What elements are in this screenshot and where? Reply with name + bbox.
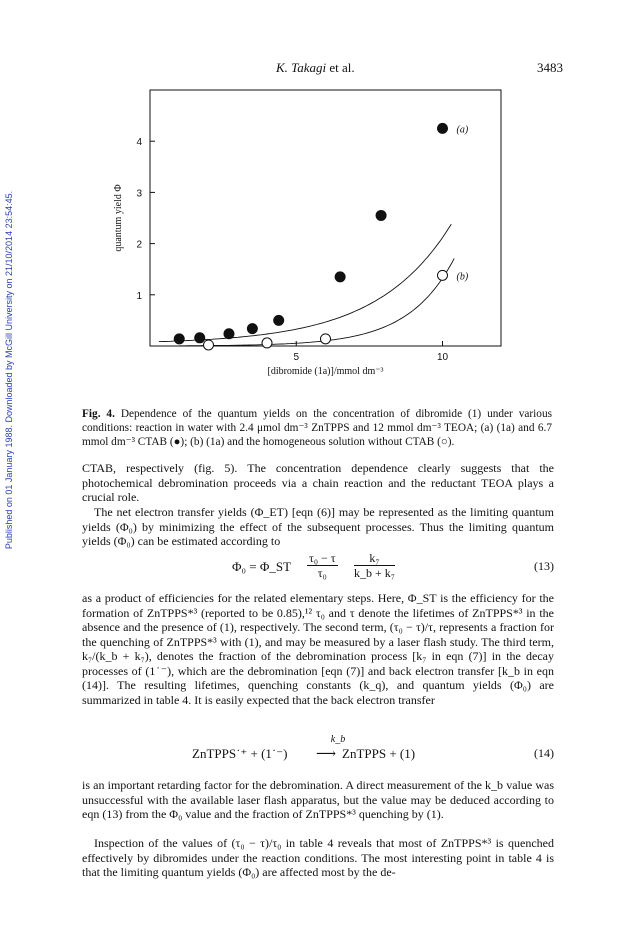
equation-13-fraction-1-numerator: τ₀ − τ [309, 551, 336, 565]
series-a-point [376, 210, 386, 220]
y-axis-label: quantum yield Φ [113, 184, 124, 252]
equation-14-number: (14) [534, 746, 554, 760]
running-head-suffix: et al. [326, 60, 355, 75]
x-axis-label: [dibromide (1a)]/mmol dm⁻³ [267, 366, 384, 377]
series-a-point [224, 329, 234, 339]
equation-14-rate-constant: k_b [330, 734, 346, 745]
equation-13-fraction-2-denominator: k_b + k₇ [354, 566, 395, 580]
equation-13-fraction-2 [354, 551, 395, 580]
series-a-point [174, 334, 184, 344]
running-head-author: K. Takagi [276, 60, 327, 75]
equation-13-fraction-1-denominator: τ₀ [317, 566, 327, 580]
series-label: (b) [456, 271, 469, 283]
paragraph-5: Inspection of the values of (τ₀ − τ)/τ₀ in table 4 reveals that most of ZnTPPS*³ is quenched effectively by dibromides under the reaction conditions. The most interesting point in table 4 is that the limiting quantum yields (Φ₀) are affected most by the de- [82, 836, 554, 879]
paragraph-2: The net electron transfer yields (Φ_ET) [eqn (6)] may be represented as the limiting quantum yields (Φ₀) by minimizing the effect of the subsequent processes. Thus the limiting quantum yields (Φ₀) can be estimated according to [82, 505, 554, 548]
x-tick-label: 5 [293, 352, 300, 363]
paragraph-3: as a product of efficiencies for the related elementary steps. Here, Φ_ST is the efficiency for the formation of ZnTPPS*³ (reported to be 0.85),¹² τ₀ and τ denote the lifetimes of ZnTPPS*³ in the absence and the presence of (1), respectively. The second term, (τ₀ − τ)/τ, represents a fraction for the quenching of ZnTPPS*³ with (1), and may be measured by a laser flash study. The third term, k₇/(k_b + k₇), denotes the fraction of the debromination process [k₇ in eqn (7)] in the decay processes of (1˙⁻), which are the debromination [eqn (7)] and back electron transfer [k_b in eqn (14)]. The resulting lifetimes, quenching constants (k_q), and quantum yields (Φ₀) are summarized in table 4. It is easily expected that the back electron transfer [82, 591, 554, 707]
y-tick-label: 2 [136, 239, 142, 251]
equation-14 [82, 734, 554, 774]
equation-13-number: (13) [534, 559, 554, 573]
series-b-point [438, 270, 448, 280]
figure-label: Fig. 4. [82, 408, 115, 420]
series-a-point [247, 324, 257, 334]
series-a-point [274, 315, 284, 325]
series-a-point [438, 123, 448, 133]
download-notice-sidebar [2, 110, 16, 630]
equation-13 [82, 549, 554, 589]
equation-13-fraction-2-numerator: k₇ [354, 551, 395, 566]
series-a-point [195, 333, 205, 343]
series-b-point [321, 334, 331, 344]
equation-14-arrow-icon: ⟶ [316, 747, 337, 762]
equation-13-lhs: Φ₀ = Φ_ST [232, 559, 292, 574]
paragraph-1: CTAB, respectively (fig. 5). The concentration dependence clearly suggests that the photochemical debromination proceeds via a chain reaction and the reductant TEOA plays a crucial role. [82, 461, 554, 504]
running-head [276, 60, 355, 76]
y-tick-label: 4 [136, 137, 142, 149]
series-b-point [262, 338, 272, 348]
quantum-yield-chart [105, 84, 505, 404]
series-b-fit-curve [179, 258, 454, 345]
series-a-fit-curve [159, 224, 452, 341]
series-b-point [204, 340, 214, 350]
plot-frame [150, 90, 501, 346]
figure-caption-text: Dependence of the quantum yields on the concentration of dibromide (1) under various conditions: reaction in water with 2.4 μmol dm⁻³ ZnTPPS and 12 mmol dm⁻³ TEOA; (a) (1a) and 6.7 mmol dm⁻³ CTAB (●); (b) (1a) and the homogeneous solution without CTAB (○). [82, 408, 552, 448]
equation-14-right: ZnTPPS + (1) [342, 746, 416, 761]
equation-13-fraction-1 [307, 551, 338, 580]
series-label: (a) [456, 124, 469, 136]
y-tick-label: 1 [136, 290, 142, 302]
download-notice-text: Published on 01 January 1988. Downloaded by McGill University on 21/10/2014 23:54:45. [4, 190, 14, 550]
page-number: 3483 [537, 60, 563, 75]
paragraph-4: is an important retarding factor for the debromination. A direct measurement of the k_b value was unsuccessful with the available laser flash apparatus, but the value may be deduced according to eqn (13) from the Φ₀ value and the fraction of ZnTPPS*³ quenching by (1). [82, 778, 554, 821]
equation-14-left: ZnTPPS˙⁺ + (1˙⁻) [192, 746, 288, 761]
figure-caption [82, 407, 552, 449]
page-header [0, 60, 624, 76]
series-a-point [335, 272, 345, 282]
y-tick-label: 3 [136, 188, 142, 200]
x-tick-label: 10 [436, 352, 449, 363]
